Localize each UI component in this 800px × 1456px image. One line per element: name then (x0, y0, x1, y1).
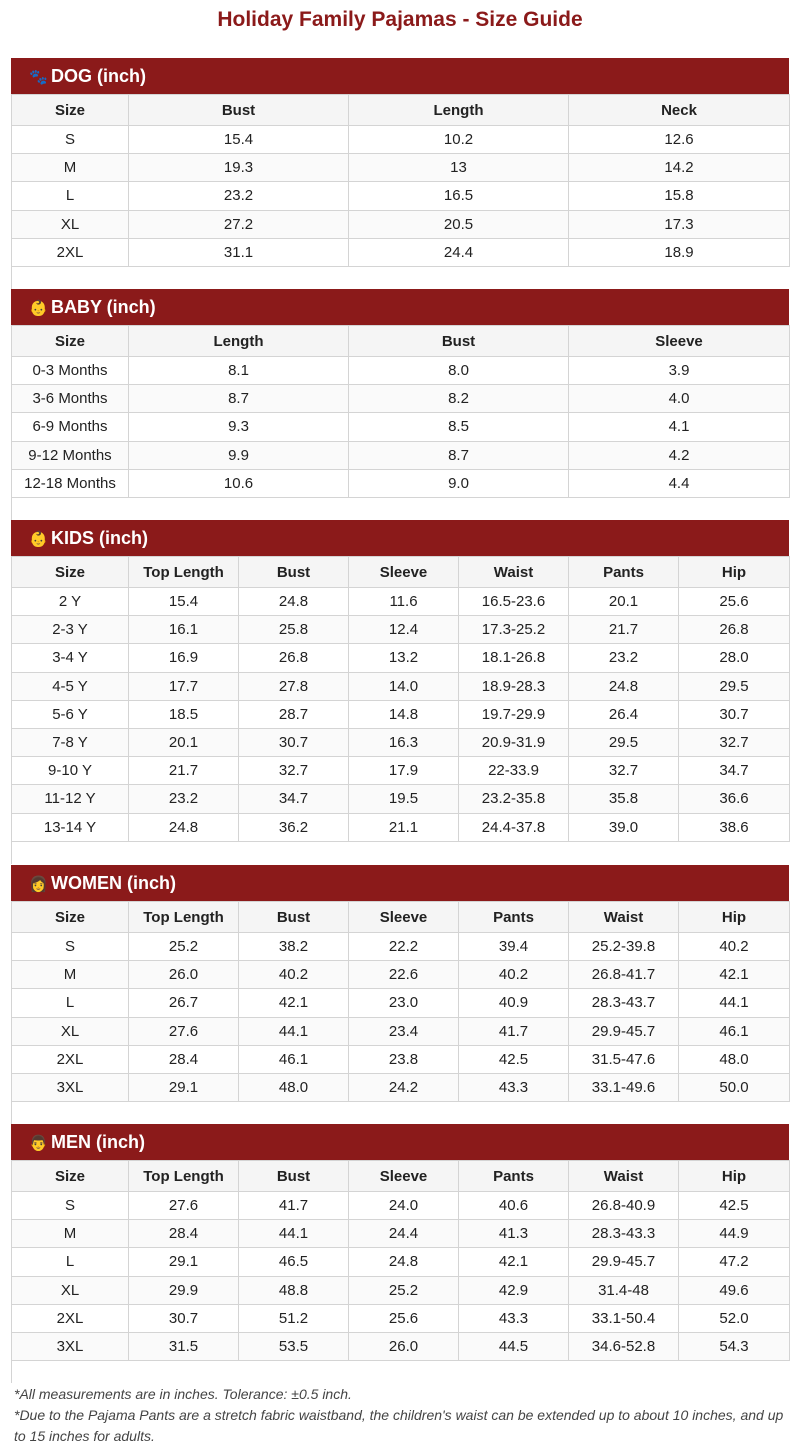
measurement-cell: 44.5 (459, 1332, 569, 1360)
woman-icon: 👩 (29, 876, 48, 893)
measurement-cell: 47.2 (679, 1248, 790, 1276)
measurement-cell: 54.3 (679, 1332, 790, 1360)
measurement-cell: 20.1 (129, 728, 239, 756)
section-header-kids (11, 520, 789, 556)
measurement-cell: 43.3 (459, 1304, 569, 1332)
measurement-cell: 11.6 (349, 588, 459, 616)
footnote-tolerance: *All measurements are in inches. Tolerance: ±0.5 inch. (14, 1386, 352, 1402)
measurement-cell: 3.9 (569, 357, 790, 385)
size-cell: 2 Y (12, 588, 129, 616)
footnote-waistband: *Due to the Pajama Pants are a stretch fabric waistband, the children's waist can be extended up to about 10 inches, and up to 15 inches for adults. (14, 1407, 784, 1444)
measurement-cell: 21.1 (349, 813, 459, 841)
table-row (12, 616, 790, 644)
measurement-cell: 39.0 (569, 813, 679, 841)
column-header: Size (12, 902, 129, 933)
measurement-cell: 19.3 (129, 154, 349, 182)
measurement-cell: 9.0 (349, 469, 569, 497)
size-cell: 2-3 Y (12, 616, 129, 644)
measurement-cell: 14.2 (569, 154, 790, 182)
measurement-cell: 27.6 (129, 1192, 239, 1220)
measurement-cell: 14.8 (349, 700, 459, 728)
column-header: Size (12, 326, 129, 357)
measurement-cell: 17.3 (569, 210, 790, 238)
measurement-cell: 38.6 (679, 813, 790, 841)
size-cell: 12-18 Months (12, 469, 129, 497)
table-row (12, 757, 790, 785)
measurement-cell: 33.1-49.6 (569, 1073, 679, 1101)
size-cell: M (12, 961, 129, 989)
measurement-cell: 41.7 (459, 1017, 569, 1045)
measurement-cell: 21.7 (129, 757, 239, 785)
measurement-cell: 24.4 (349, 1220, 459, 1248)
measurement-cell: 29.9-45.7 (569, 1017, 679, 1045)
measurement-cell: 50.0 (679, 1073, 790, 1101)
measurement-cell: 23.2-35.8 (459, 785, 569, 813)
size-cell: 6-9 Months (12, 413, 129, 441)
size-cell: 3-6 Months (12, 385, 129, 413)
measurement-cell: 28.3-43.3 (569, 1220, 679, 1248)
measurement-cell: 40.2 (679, 933, 790, 961)
measurement-cell: 29.9 (129, 1276, 239, 1304)
column-header: Hip (679, 902, 790, 933)
measurement-cell: 43.3 (459, 1073, 569, 1101)
size-cell: 9-10 Y (12, 757, 129, 785)
table-row (12, 1332, 790, 1360)
measurement-cell: 20.9-31.9 (459, 728, 569, 756)
size-cell: 3XL (12, 1332, 129, 1360)
measurement-cell: 23.0 (349, 989, 459, 1017)
size-table-kids (11, 556, 790, 842)
table-row (12, 728, 790, 756)
table-row (12, 813, 790, 841)
size-cell: S (12, 933, 129, 961)
table-row (12, 1192, 790, 1220)
measurement-cell: 13 (349, 154, 569, 182)
section-header-women (11, 865, 789, 901)
section-men (11, 1124, 789, 1383)
measurement-cell: 46.1 (239, 1045, 349, 1073)
measurement-cell: 8.7 (129, 385, 349, 413)
column-header: Size (12, 557, 129, 588)
column-header: Bust (349, 326, 569, 357)
size-cell: XL (12, 210, 129, 238)
size-cell: S (12, 126, 129, 154)
man-icon: 👨 (29, 1135, 48, 1152)
column-header: Hip (679, 557, 790, 588)
measurement-cell: 25.2 (129, 933, 239, 961)
column-header: Length (129, 326, 349, 357)
table-header-row (12, 557, 790, 588)
column-header: Sleeve (349, 1161, 459, 1192)
measurement-cell: 34.7 (239, 785, 349, 813)
section-header-men (11, 1124, 789, 1160)
column-header: Pants (459, 1161, 569, 1192)
table-row (12, 210, 790, 238)
column-header: Neck (569, 95, 790, 126)
table-row (12, 989, 790, 1017)
measurement-cell: 26.4 (569, 700, 679, 728)
section-spacer (11, 842, 789, 864)
column-header: Top Length (129, 557, 239, 588)
measurement-cell: 32.7 (569, 757, 679, 785)
size-cell: L (12, 1248, 129, 1276)
measurement-cell: 35.8 (569, 785, 679, 813)
column-header: Top Length (129, 1161, 239, 1192)
measurement-cell: 49.6 (679, 1276, 790, 1304)
column-header: Top Length (129, 902, 239, 933)
table-row (12, 1045, 790, 1073)
size-cell: XL (12, 1276, 129, 1304)
section-title: BABY (inch) (51, 297, 156, 317)
measurement-cell: 26.8 (239, 644, 349, 672)
measurement-cell: 29.1 (129, 1073, 239, 1101)
measurement-cell: 44.1 (679, 989, 790, 1017)
column-header: Length (349, 95, 569, 126)
table-row (12, 357, 790, 385)
table-row (12, 672, 790, 700)
section-spacer (11, 267, 789, 289)
column-header: Sleeve (349, 902, 459, 933)
measurement-cell: 20.5 (349, 210, 569, 238)
section-header-baby (11, 289, 789, 325)
table-row (12, 238, 790, 266)
measurement-cell: 52.0 (679, 1304, 790, 1332)
table-row (12, 1220, 790, 1248)
measurement-cell: 20.1 (569, 588, 679, 616)
table-row (12, 1276, 790, 1304)
measurement-cell: 26.7 (129, 989, 239, 1017)
table-row (12, 933, 790, 961)
measurement-cell: 29.5 (569, 728, 679, 756)
measurement-cell: 31.5-47.6 (569, 1045, 679, 1073)
measurement-cell: 32.7 (239, 757, 349, 785)
measurement-cell: 36.6 (679, 785, 790, 813)
measurement-cell: 25.6 (679, 588, 790, 616)
measurement-cell: 24.4 (349, 238, 569, 266)
measurement-cell: 27.6 (129, 1017, 239, 1045)
measurement-cell: 32.7 (679, 728, 790, 756)
measurement-cell: 4.4 (569, 469, 790, 497)
measurement-cell: 13.2 (349, 644, 459, 672)
table-row (12, 644, 790, 672)
size-cell: 2XL (12, 238, 129, 266)
measurement-cell: 30.7 (679, 700, 790, 728)
measurement-cell: 40.2 (239, 961, 349, 989)
size-cell: XL (12, 1017, 129, 1045)
measurement-cell: 40.9 (459, 989, 569, 1017)
measurement-cell: 23.2 (129, 182, 349, 210)
measurement-cell: 42.9 (459, 1276, 569, 1304)
measurement-cell: 15.4 (129, 126, 349, 154)
measurement-cell: 40.6 (459, 1192, 569, 1220)
table-row (12, 385, 790, 413)
column-header: Bust (239, 557, 349, 588)
size-cell: 7-8 Y (12, 728, 129, 756)
measurement-cell: 30.7 (129, 1304, 239, 1332)
measurement-cell: 27.2 (129, 210, 349, 238)
measurement-cell: 44.1 (239, 1220, 349, 1248)
measurement-cell: 16.1 (129, 616, 239, 644)
measurement-cell: 16.9 (129, 644, 239, 672)
section-title: KIDS (inch) (51, 528, 148, 548)
measurement-cell: 42.1 (459, 1248, 569, 1276)
column-header: Waist (569, 902, 679, 933)
size-table-women (11, 901, 790, 1102)
measurement-cell: 53.5 (239, 1332, 349, 1360)
section-spacer (11, 498, 789, 520)
measurement-cell: 28.4 (129, 1220, 239, 1248)
size-cell: 13-14 Y (12, 813, 129, 841)
measurement-cell: 24.2 (349, 1073, 459, 1101)
measurement-cell: 28.3-43.7 (569, 989, 679, 1017)
measurement-cell: 28.7 (239, 700, 349, 728)
column-header: Bust (239, 902, 349, 933)
table-row (12, 1304, 790, 1332)
measurement-cell: 8.1 (129, 357, 349, 385)
section-title: MEN (inch) (51, 1132, 145, 1152)
column-header: Hip (679, 1161, 790, 1192)
measurement-cell: 17.7 (129, 672, 239, 700)
measurement-cell: 16.3 (349, 728, 459, 756)
measurement-cell: 33.1-50.4 (569, 1304, 679, 1332)
measurement-cell: 8.7 (349, 441, 569, 469)
size-cell: S (12, 1192, 129, 1220)
size-cell: 0-3 Months (12, 357, 129, 385)
measurement-cell: 18.5 (129, 700, 239, 728)
measurement-cell: 8.0 (349, 357, 569, 385)
child-icon: 👶 (29, 531, 48, 548)
measurement-cell: 29.5 (679, 672, 790, 700)
table-row (12, 182, 790, 210)
page-title: Holiday Family Pajamas - Size Guide (217, 8, 583, 31)
measurement-cell: 31.1 (129, 238, 349, 266)
measurement-cell: 4.0 (569, 385, 790, 413)
measurement-cell: 17.3-25.2 (459, 616, 569, 644)
measurement-cell: 24.8 (569, 672, 679, 700)
column-header: Bust (129, 95, 349, 126)
measurement-cell: 46.1 (679, 1017, 790, 1045)
column-header: Size (12, 95, 129, 126)
column-header: Sleeve (349, 557, 459, 588)
section-spacer (11, 1361, 789, 1383)
size-cell: 2XL (12, 1045, 129, 1073)
measurement-cell: 22.6 (349, 961, 459, 989)
measurement-cell: 15.8 (569, 182, 790, 210)
table-row (12, 469, 790, 497)
table-row (12, 961, 790, 989)
column-header: Bust (239, 1161, 349, 1192)
section-baby (11, 289, 789, 520)
measurement-cell: 25.2-39.8 (569, 933, 679, 961)
measurement-cell: 42.5 (459, 1045, 569, 1073)
footnotes (14, 1384, 790, 1447)
size-cell: 11-12 Y (12, 785, 129, 813)
column-header: Size (12, 1161, 129, 1192)
measurement-cell: 26.8-41.7 (569, 961, 679, 989)
measurement-cell: 31.5 (129, 1332, 239, 1360)
measurement-cell: 42.5 (679, 1192, 790, 1220)
measurement-cell: 26.8-40.9 (569, 1192, 679, 1220)
measurement-cell: 41.7 (239, 1192, 349, 1220)
section-header-dog (11, 58, 789, 94)
measurement-cell: 4.1 (569, 413, 790, 441)
measurement-cell: 16.5 (349, 182, 569, 210)
measurement-cell: 46.5 (239, 1248, 349, 1276)
table-row (12, 1248, 790, 1276)
measurement-cell: 42.1 (239, 989, 349, 1017)
section-title: WOMEN (inch) (51, 873, 176, 893)
measurement-cell: 25.2 (349, 1276, 459, 1304)
measurement-cell: 31.4-48 (569, 1276, 679, 1304)
table-row (12, 1017, 790, 1045)
measurement-cell: 18.9-28.3 (459, 672, 569, 700)
table-header-row (12, 95, 790, 126)
measurement-cell: 18.1-26.8 (459, 644, 569, 672)
measurement-cell: 24.4-37.8 (459, 813, 569, 841)
column-header: Waist (459, 557, 569, 588)
section-women (11, 865, 789, 1124)
size-cell: 4-5 Y (12, 672, 129, 700)
section-title: DOG (inch) (51, 66, 146, 86)
table-row (12, 413, 790, 441)
size-cell: 3XL (12, 1073, 129, 1101)
table-row (12, 441, 790, 469)
measurement-cell: 26.0 (349, 1332, 459, 1360)
measurement-cell: 18.9 (569, 238, 790, 266)
measurement-cell: 22.2 (349, 933, 459, 961)
measurement-cell: 48.0 (239, 1073, 349, 1101)
size-cell: M (12, 154, 129, 182)
measurement-cell: 34.6-52.8 (569, 1332, 679, 1360)
size-cell: L (12, 989, 129, 1017)
section-spacer (11, 1102, 789, 1124)
measurement-cell: 9.9 (129, 441, 349, 469)
measurement-cell: 21.7 (569, 616, 679, 644)
table-row (12, 785, 790, 813)
measurement-cell: 8.2 (349, 385, 569, 413)
table-header-row (12, 902, 790, 933)
column-header: Pants (459, 902, 569, 933)
column-header: Sleeve (569, 326, 790, 357)
table-row (12, 154, 790, 182)
measurement-cell: 42.1 (679, 961, 790, 989)
measurement-cell: 10.6 (129, 469, 349, 497)
measurement-cell: 9.3 (129, 413, 349, 441)
paw-icon: 🐾 (29, 69, 48, 86)
measurement-cell: 40.2 (459, 961, 569, 989)
measurement-cell: 24.0 (349, 1192, 459, 1220)
table-row (12, 588, 790, 616)
measurement-cell: 12.4 (349, 616, 459, 644)
size-table-dog (11, 94, 790, 267)
measurement-cell: 29.9-45.7 (569, 1248, 679, 1276)
measurement-cell: 12.6 (569, 126, 790, 154)
measurement-cell: 17.9 (349, 757, 459, 785)
measurement-cell: 19.5 (349, 785, 459, 813)
measurement-cell: 26.8 (679, 616, 790, 644)
measurement-cell: 25.8 (239, 616, 349, 644)
measurement-cell: 4.2 (569, 441, 790, 469)
measurement-cell: 51.2 (239, 1304, 349, 1332)
measurement-cell: 27.8 (239, 672, 349, 700)
table-header-row (12, 1161, 790, 1192)
measurement-cell: 8.5 (349, 413, 569, 441)
measurement-cell: 24.8 (239, 588, 349, 616)
size-table-men (11, 1160, 790, 1361)
measurement-cell: 25.6 (349, 1304, 459, 1332)
column-header: Pants (569, 557, 679, 588)
measurement-cell: 23.4 (349, 1017, 459, 1045)
measurement-cell: 36.2 (239, 813, 349, 841)
measurement-cell: 24.8 (129, 813, 239, 841)
measurement-cell: 48.8 (239, 1276, 349, 1304)
measurement-cell: 24.8 (349, 1248, 459, 1276)
measurement-cell: 41.3 (459, 1220, 569, 1248)
measurement-cell: 28.0 (679, 644, 790, 672)
size-cell: 3-4 Y (12, 644, 129, 672)
measurement-cell: 26.0 (129, 961, 239, 989)
size-cell: L (12, 182, 129, 210)
measurement-cell: 10.2 (349, 126, 569, 154)
size-cell: 9-12 Months (12, 441, 129, 469)
table-row (12, 700, 790, 728)
measurement-cell: 48.0 (679, 1045, 790, 1073)
measurement-cell: 44.9 (679, 1220, 790, 1248)
measurement-cell: 15.4 (129, 588, 239, 616)
measurement-cell: 39.4 (459, 933, 569, 961)
measurement-cell: 23.8 (349, 1045, 459, 1073)
size-cell: 5-6 Y (12, 700, 129, 728)
table-header-row (12, 326, 790, 357)
measurement-cell: 34.7 (679, 757, 790, 785)
measurement-cell: 14.0 (349, 672, 459, 700)
measurement-cell: 19.7-29.9 (459, 700, 569, 728)
measurement-cell: 23.2 (129, 785, 239, 813)
column-header: Waist (569, 1161, 679, 1192)
measurement-cell: 44.1 (239, 1017, 349, 1045)
section-kids (11, 520, 789, 864)
measurement-cell: 30.7 (239, 728, 349, 756)
baby-icon: 👶 (29, 300, 48, 317)
measurement-cell: 28.4 (129, 1045, 239, 1073)
measurement-cell: 16.5-23.6 (459, 588, 569, 616)
size-cell: M (12, 1220, 129, 1248)
table-row (12, 126, 790, 154)
table-row (12, 1073, 790, 1101)
measurement-cell: 23.2 (569, 644, 679, 672)
size-table-baby (11, 325, 790, 498)
measurement-cell: 29.1 (129, 1248, 239, 1276)
measurement-cell: 38.2 (239, 933, 349, 961)
size-cell: 2XL (12, 1304, 129, 1332)
measurement-cell: 22-33.9 (459, 757, 569, 785)
section-dog (11, 58, 789, 289)
